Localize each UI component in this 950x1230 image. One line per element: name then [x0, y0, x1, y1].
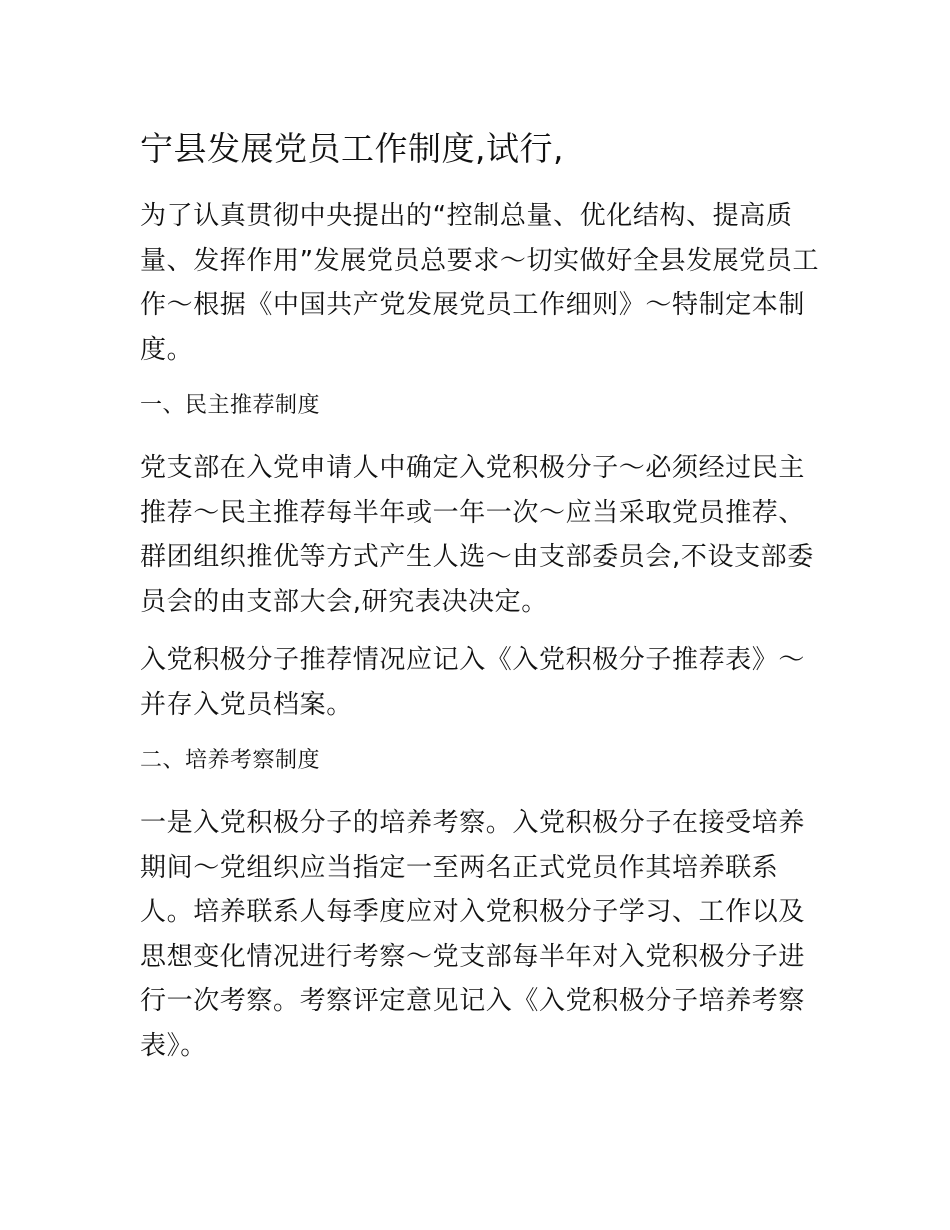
section1-paragraph-2: 入党积极分子推荐情况应记入《入党积极分子推荐表》～并存入党员档案。 [140, 645, 806, 720]
intro-paragraph: 为了认真贯彻中央提出的“控制总量、优化结构、提高质量、发挥作用”发展党员总要求～切实做好全县发展党员工作～根据《中国共产党发展党员工作细则》～特制定本制度。 [140, 201, 820, 365]
section-heading-training-inspection: 二、培养考察制度 [140, 748, 321, 773]
document-page [140, 126, 820, 1082]
document-title: 宁县发展党员工作制度,试行, [140, 129, 564, 168]
section-heading-democratic-recommendation: 一、民主推荐制度 [140, 393, 321, 418]
section1-paragraph-1: 党支部在入党申请人中确定入党积极分子～必须经过民主推荐～民主推荐每半年或一年一次～应当采取党员推荐、群团组织推优等方式产生人选～由支部委员会,不设支部委员会的由支部大会,研究表决决定。 [140, 453, 814, 617]
section2-paragraph-1: 一是入党积极分子的培养考察。入党积极分子在接受培养期间～党组织应当指定一至两名正式党员作其培养联系人。培养联系人每季度应对入党积极分子学习、工作以及思想变化情况进行考察～党支部每半年对入党积极分子进行一次考察。考察评定意见记入《入党积极分子培养考察表》。 [140, 808, 806, 1061]
